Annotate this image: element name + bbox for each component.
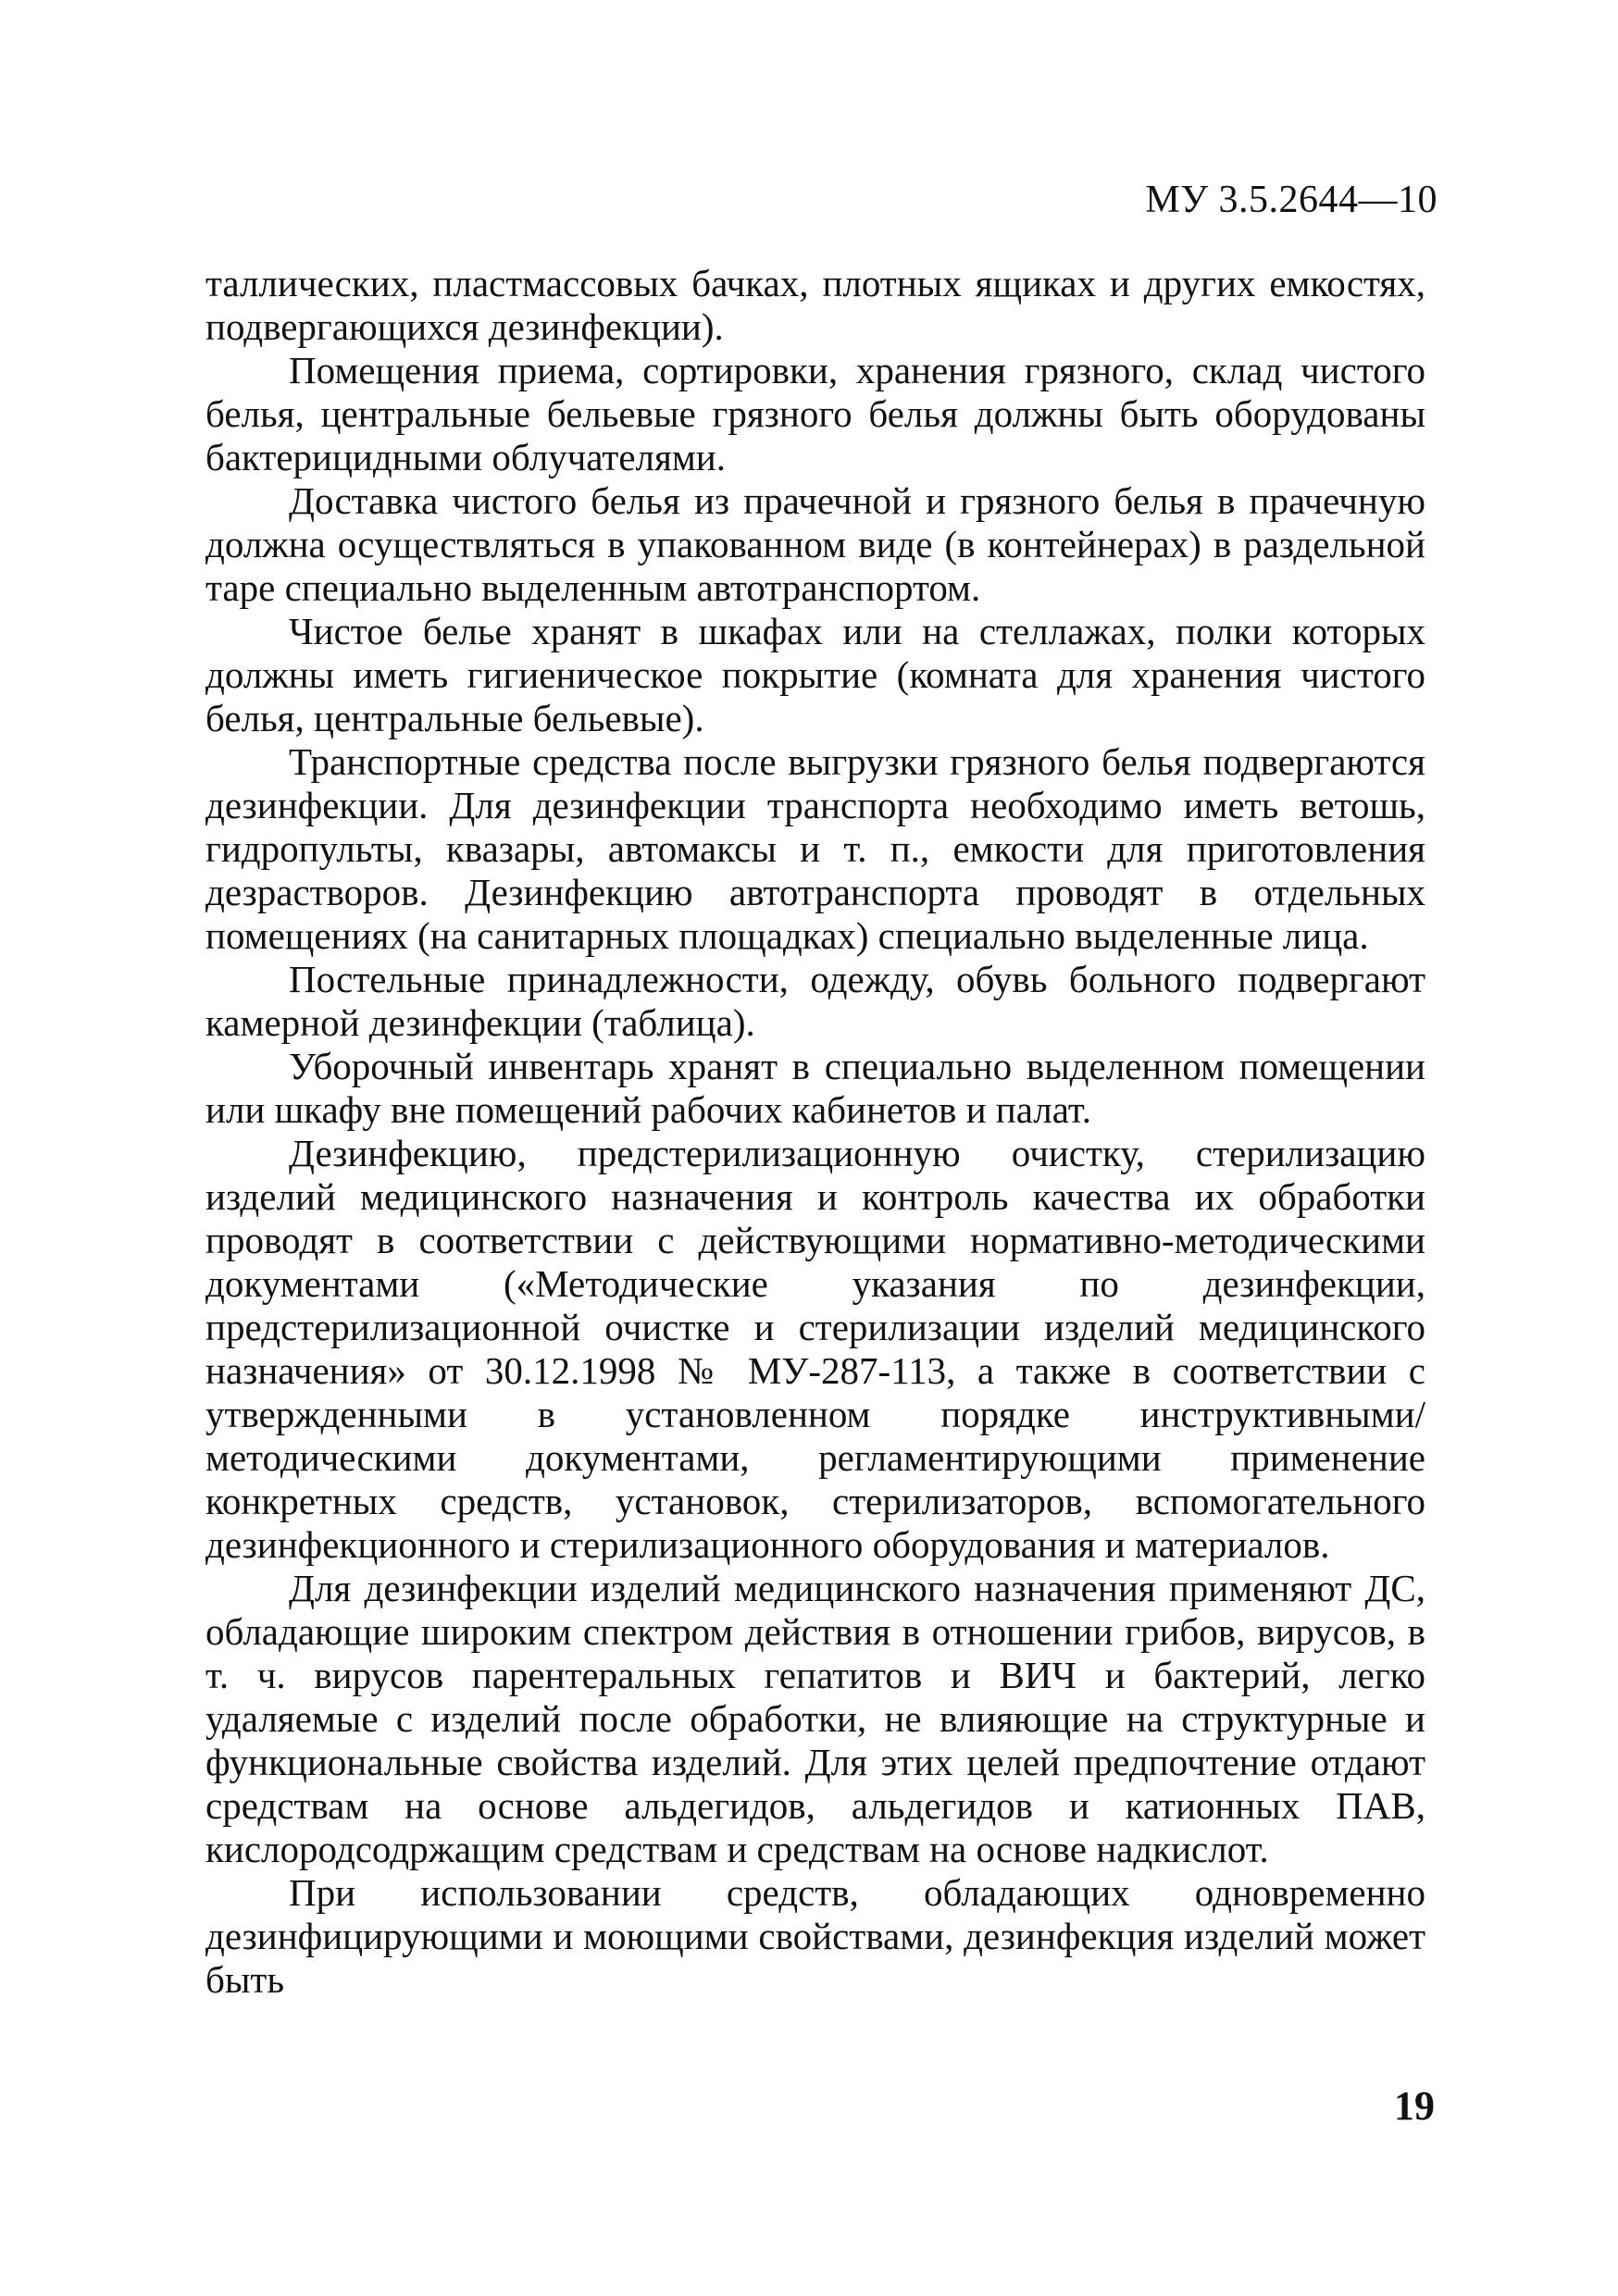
paragraph-linen-delivery: Доставка чистого белья из прачечной и грязного белья в прачечную должна осуществляться в упакованном виде (в контейнерах) в раздельной таре специально выделенным автотранспортом. — [205, 479, 1425, 609]
paragraph-cleaning-inventory: Уборочный инвентарь хранят в специально выделенном помещении или шкафу вне помещений рабочих кабинетов и палат. — [205, 1045, 1425, 1131]
paragraph-clean-linen-storage: Чистое белье хранят в шкафах или на стеллажах, полки которых должны иметь гигиеническое покрытие (комната для хранения чистого белья, центральные бельевые). — [205, 610, 1425, 739]
paragraph-disinfectant-selection: Для дезинфекции изделий медицинского назначения применяют ДС, обладающие широким спектром действия в отношении грибов, вирусов, в т. ч. вирусов парентеральных гепатитов и ВИЧ и бактерий, легко удаляемые с изделий после обработки, не влияющие на структурные и функциональные свойства изделий. Для этих целей предпочтение отдают средствам на основе альдегидов, альдегидов и катионных ПАВ, кислородсодржащим средствам и средствам на основе надкислот. — [205, 1567, 1425, 1870]
page-number: 19 — [1394, 2083, 1435, 2128]
paragraph-transport-disinfection: Транспортные средства после выгрузки грязного белья подвергаются дезинфекции. Для дезинфекции транспорта необходимо иметь ветошь, гидропульты, квазары, автомаксы и т. п., емкости для приготовления дезрастворов. Дезинфекцию автотранспорта проводят в отдельных помещениях (на санитарных площадках) специально выделенные лица. — [205, 740, 1425, 957]
paragraph-laundry-rooms: Помещения приема, сортировки, хранения грязного, склад чистого белья, центральные бельевые грязного белья должны быть оборудованы бактерицидными облучателями. — [205, 349, 1425, 478]
paragraph-combined-agents: При использовании средств, обладающих одновременно дезинфицирующими и моющими свойствами, дезинфекция изделий может быть — [205, 1871, 1425, 2001]
paragraph-medical-devices-processing: Дезинфекцию, предстерилизационную очистку, стерилизацию изделий медицинского назначения и контроль качества их обработки проводят в соответствии с действующими нормативно-методическими документами («Методические указания по дезинфекции, предстерилизационной очистке и стерилизации изделий медицинского назначения» от 30.12.1998 № МУ-287-113, а также в соответствии с утвержденными в установленном порядке инструктивными/методическими документами, регламентирующими применение конкретных средств, установок, стерилизаторов, вспомогательного дезинфекционного и стерилизационного оборудования и материалов. — [205, 1132, 1425, 1566]
document-code-header: МУ 3.5.2644—10 — [1145, 179, 1438, 221]
paragraph-bedding-disinfection: Постельные принадлежности, одежду, обувь больного подвергают камерной дезинфекции (таблица). — [205, 958, 1425, 1044]
paragraph-continuation: таллических, пластмассовых бачках, плотных ящиках и других емкостях, подвергающихся дезинфекции). — [205, 262, 1425, 348]
body-text — [205, 262, 1425, 2002]
